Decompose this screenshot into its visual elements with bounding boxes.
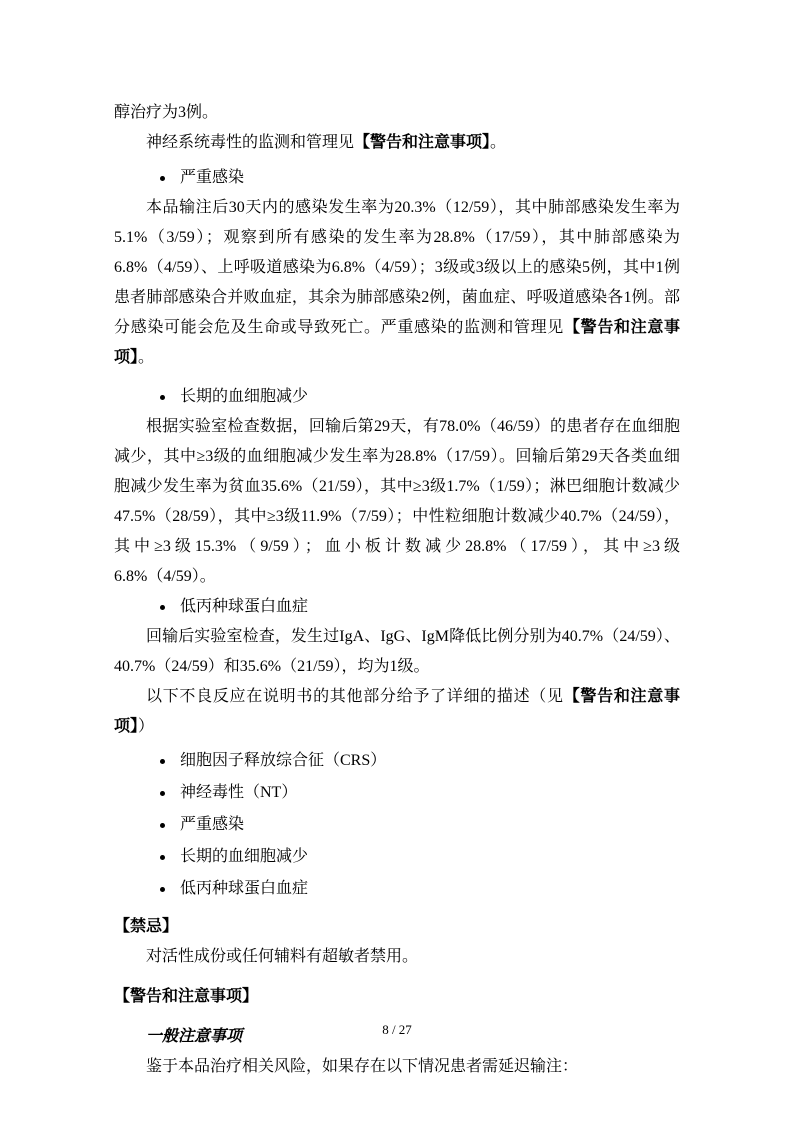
paragraph-hypogamma-stats [114, 622, 680, 682]
paragraph-cytopenia-stats [114, 412, 680, 592]
bullet-dot-icon [160, 605, 165, 610]
paragraph-text: 神经系统毒性的监测和管理见 [146, 134, 355, 151]
paragraph-text: 对活性成份或任何辅料有超敏者禁用。 [146, 948, 419, 965]
list-item [114, 874, 680, 904]
paragraph-infection-stats [114, 193, 680, 373]
list-item [114, 778, 680, 808]
section-heading-label: 【禁忌】 [114, 918, 179, 935]
bold-reference: 【警告和注意事项】 [354, 134, 491, 151]
bullet-item-label: 长期的血细胞减少 [180, 388, 309, 405]
paragraph-other-adr-intro [114, 682, 680, 742]
bold-reference: 【警告和注意事项】 [114, 688, 680, 735]
paragraph-text: 。 [138, 349, 155, 366]
paragraph-text: 回输后实验室检查，发生过IgA、IgG、IgM降低比例分别为40.7%（24/59）、40.7%（24/59）和35.6%（21/59），均为1级。 [114, 628, 680, 675]
page-number: 8 / 27 [382, 1022, 412, 1037]
subsection-heading-label: 一般注意事项 [146, 1028, 243, 1045]
adr-bullet-list [114, 746, 680, 904]
paragraph-text: 本品输注后30天内的感染发生率为20.3%（12/59），其中肺部感染发生率为5.1%（3/59）；观察到所有感染的发生率为28.8%（17/59），其中肺部感染为6.8%（4/59）、上呼吸道感染为6.8%（4/59）；3级或3级以上的感染5例，其中1例患者肺部感染合并败血症，其余为肺部感染2例，菌血症、呼吸道感染各1例。部分感染可能会危及生命或导致死亡。严重感染的监测和管理见 [114, 199, 680, 336]
bullet-dot-icon [160, 855, 165, 860]
paragraph-text: 鉴于本品治疗相关风险，如果存在以下情况患者需延迟输注： [146, 1058, 579, 1075]
section-heading-contraindications [114, 912, 680, 942]
bullet-dot-icon [160, 176, 165, 181]
bullet-dot-icon [160, 887, 165, 892]
bullet-item-label: 严重感染 [180, 169, 245, 186]
paragraph-contraindications [114, 942, 680, 972]
list-item [114, 810, 680, 840]
bullet-dot-icon [160, 791, 165, 796]
bullet-item-severe-infection [114, 163, 680, 193]
bullet-item-prolonged-cytopenia [114, 382, 680, 412]
section-heading-warnings [114, 982, 680, 1012]
paragraph-text: 以下不良反应在说明书的其他部分给予了详细的描述（见 [146, 688, 564, 705]
list-item-label: 严重感染 [180, 816, 245, 833]
paragraph-text: 。 [490, 134, 507, 151]
bullet-dot-icon [160, 823, 165, 828]
paragraph-text: 醇治疗为3例。 [114, 104, 219, 121]
list-item-label: 细胞因子释放综合征（CRS） [180, 752, 387, 769]
paragraph-neurotoxicity [114, 128, 680, 158]
list-item [114, 842, 680, 872]
section-heading-label: 【警告和注意事项】 [114, 988, 259, 1005]
list-item-label: 长期的血细胞减少 [180, 848, 309, 865]
paragraph-continuation [114, 98, 680, 128]
paragraph-text: ） [138, 718, 155, 735]
list-item-label: 神经毒性（NT） [180, 784, 298, 801]
bullet-item-hypogammaglobulinemia [114, 592, 680, 622]
page-footer [0, 1022, 794, 1038]
bullet-item-label: 低丙种球蛋白血症 [180, 598, 309, 615]
bullet-dot-icon [160, 759, 165, 764]
paragraph-text: 根据实验室检查数据，回输后第29天，有78.0%（46/59）的患者存在血细胞减少，其中≥3级的血细胞减少发生率为28.8%（17/59）。回输后第29天各类血细胞减少发生率为贫血35.6%（21/59），其中≥3级1.7%（1/59）；淋巴细胞计数减少47.5%（28/59），其中≥3级11.9%（7/59）；中性粒细胞计数减少40.7%（24/59），其中≥3级15.3%（9/59）；血小板计数减少28.8%（17/59），其中≥3级6.8%（4/59）。 [114, 418, 680, 585]
bold-reference: 【警告和注意事项】 [114, 319, 680, 366]
paragraph-general-precautions [114, 1052, 680, 1082]
bullet-dot-icon [160, 395, 165, 400]
list-item [114, 746, 680, 776]
list-item-label: 低丙种球蛋白血症 [180, 880, 309, 897]
